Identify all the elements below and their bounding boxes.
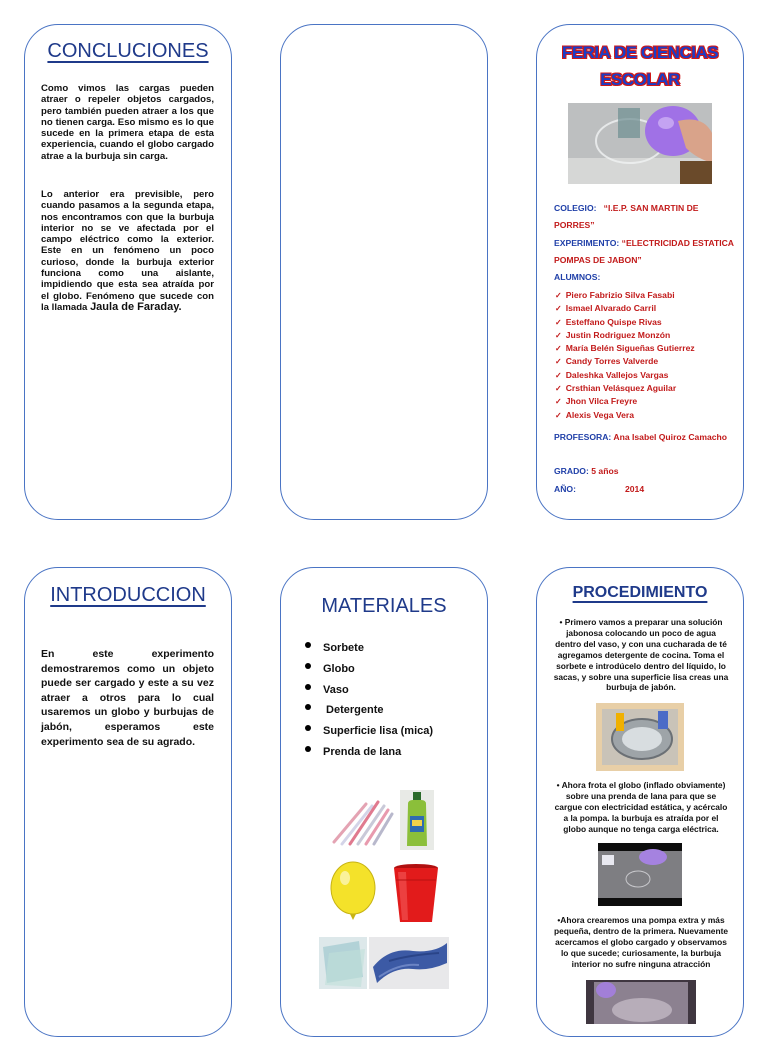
check-icon: ✓ [555, 304, 562, 314]
profesora-value: Ana Isabel Quiroz Camacho [613, 432, 728, 442]
check-icon: ✓ [555, 370, 562, 380]
panel-introduccion [24, 567, 232, 1037]
detergent-image [400, 790, 434, 850]
students-list [555, 289, 735, 422]
mica-image [319, 937, 367, 989]
check-icon: ✓ [555, 317, 562, 327]
material-item: Vaso [305, 680, 433, 701]
check-icon: ✓ [555, 357, 562, 367]
experimento-label: EXPERIMENTO: [554, 238, 620, 248]
step1-photo [596, 703, 684, 771]
faraday-emphasis: Jaula de Faraday. [90, 300, 182, 313]
grado-label: GRADO: [554, 466, 589, 476]
conclusiones-paragraph-1: Como vimos las cargas pueden atraer o repeler objetos cargados, pero también pueden atraer a los que no tienen carga. Eso mismo es lo que sucede en la primera etapa de esta experiencia, cuando el globo cargado atrae a la burbuja sin carga. [41, 83, 214, 162]
student-item: ✓ Alexis Vega Vera [555, 409, 635, 420]
procedure-step-3: •Ahora crearemos una pompa extra y más pequeña, dentro de la primera. Nuevamente acercamos el globo cargado y observamos lo que sucede; curiosamente, la burbuja interior no sufre ninguna atracción [553, 915, 729, 969]
feria-title-line-1: FERIA DE CIENCIAS [561, 43, 719, 62]
conclusiones-title: CONCLUCIONES [47, 40, 209, 62]
conclusiones-paragraph-2 [41, 189, 214, 313]
introduccion-text: En este experimento demostraremos como un objeto puede ser cargado y este a su vez atraer a otros para lo cual usaremos un globo y burbujas de jabón, esperamos este experimento sea de su agrado. [41, 648, 214, 748]
grado-value: 5 años [591, 466, 619, 476]
bullet-icon [305, 684, 311, 690]
panel-blank [280, 24, 488, 520]
student-item: ✓ Ismael Alvarado Carril [555, 303, 657, 314]
materiales-title: MATERIALES [321, 595, 447, 617]
check-icon: ✓ [555, 330, 562, 340]
student-item: ✓ María Belén Sigueñas Gutierrez [555, 343, 695, 354]
colegio-value: “I.E.P. SAN MARTIN DE PORRES” [554, 203, 699, 230]
procedure-step-1: • Primero vamos a preparar una solución jabonosa colocando un poco de agua dentro del vaso, y con una cucharada de té agregamos detergente de cocina. Toma el sorbete e introdúcelo dentro del líquido, lo sacas, y sobre una superficie lisa creas una burbuja de jabón. [553, 617, 729, 693]
balloon-image [328, 860, 378, 924]
student-item: ✓ Candy Torres Valverde [555, 356, 659, 367]
student-item: ✓ Daleshka Vallejos Vargas [555, 369, 669, 380]
procedimiento-title: PROCEDIMIENTO [572, 584, 708, 601]
material-item: Superficie lisa (mica) [305, 721, 433, 742]
profesora-info [554, 429, 734, 446]
straws-image [330, 796, 394, 848]
bullet-icon [305, 663, 311, 669]
bullet-icon [305, 642, 311, 648]
check-icon: ✓ [555, 410, 562, 420]
student-item: ✓ Esteffano Quispe Rivas [555, 316, 662, 327]
introduccion-title: INTRODUCCION [50, 584, 206, 606]
colegio-info [554, 200, 734, 234]
colegio-label: COLEGIO: [554, 203, 597, 213]
bullet-icon [305, 704, 311, 710]
material-item: Prenda de lana [305, 742, 433, 763]
experimento-info [554, 235, 734, 269]
check-icon: ✓ [555, 384, 562, 394]
wool-image [369, 937, 449, 989]
check-icon: ✓ [555, 397, 562, 407]
balloon-bubble-photo [568, 103, 712, 184]
student-item: ✓ Piero Fabrizio Silva Fasabi [555, 290, 675, 300]
material-item: Detergente [305, 700, 433, 721]
anio-label: AÑO: [554, 484, 576, 494]
anio-info [554, 484, 645, 494]
step3-photo [586, 980, 696, 1024]
alumnos-label: ALUMNOS: [554, 272, 601, 282]
step2-photo [598, 843, 682, 906]
feria-title-line-2: ESCOLAR [600, 70, 680, 89]
experimento-value: “ELECTRICIDAD ESTATICA POMPAS DE JABON” [554, 238, 734, 265]
procedure-step-2: • Ahora frota el globo (inflado obviamente) sobre una prenda de lana para que se cargue con electricidad estática, y acércalo a la pompa. la burbuja es atraída por el globo aunque no tenga carga eléctrica. [554, 780, 728, 834]
bullet-icon [305, 725, 311, 731]
student-item: ✓ Crsthian Velásquez Aguilar [555, 383, 677, 394]
material-item: Sorbete [305, 638, 433, 659]
check-icon: ✓ [555, 291, 562, 300]
materials-list [305, 638, 433, 763]
grado-info [554, 466, 618, 476]
check-icon: ✓ [555, 344, 562, 354]
bullet-icon [305, 746, 311, 752]
student-item: ✓ Justin Rodriguez Monzón [555, 329, 671, 340]
cup-image [392, 862, 440, 924]
anio-value: 2014 [625, 484, 645, 494]
student-item: ✓ Jhon Vilca Freyre [555, 396, 638, 407]
conclusiones-paragraph-2-text: Lo anterior era previsible, pero cuando pasamos a la segunda etapa, nos encontramos con que la burbuja interior no se ve afectada por el campo eléctrico como la exterior. Este en un fenómeno un poco curioso, donde la burbuja exterior funciona como una aislante, impidiendo que esta sea atraída por el globo. Fenómeno que sucede con la llamada [41, 189, 214, 313]
material-item: Globo [305, 659, 433, 680]
profesora-label: PROFESORA: [554, 432, 612, 442]
